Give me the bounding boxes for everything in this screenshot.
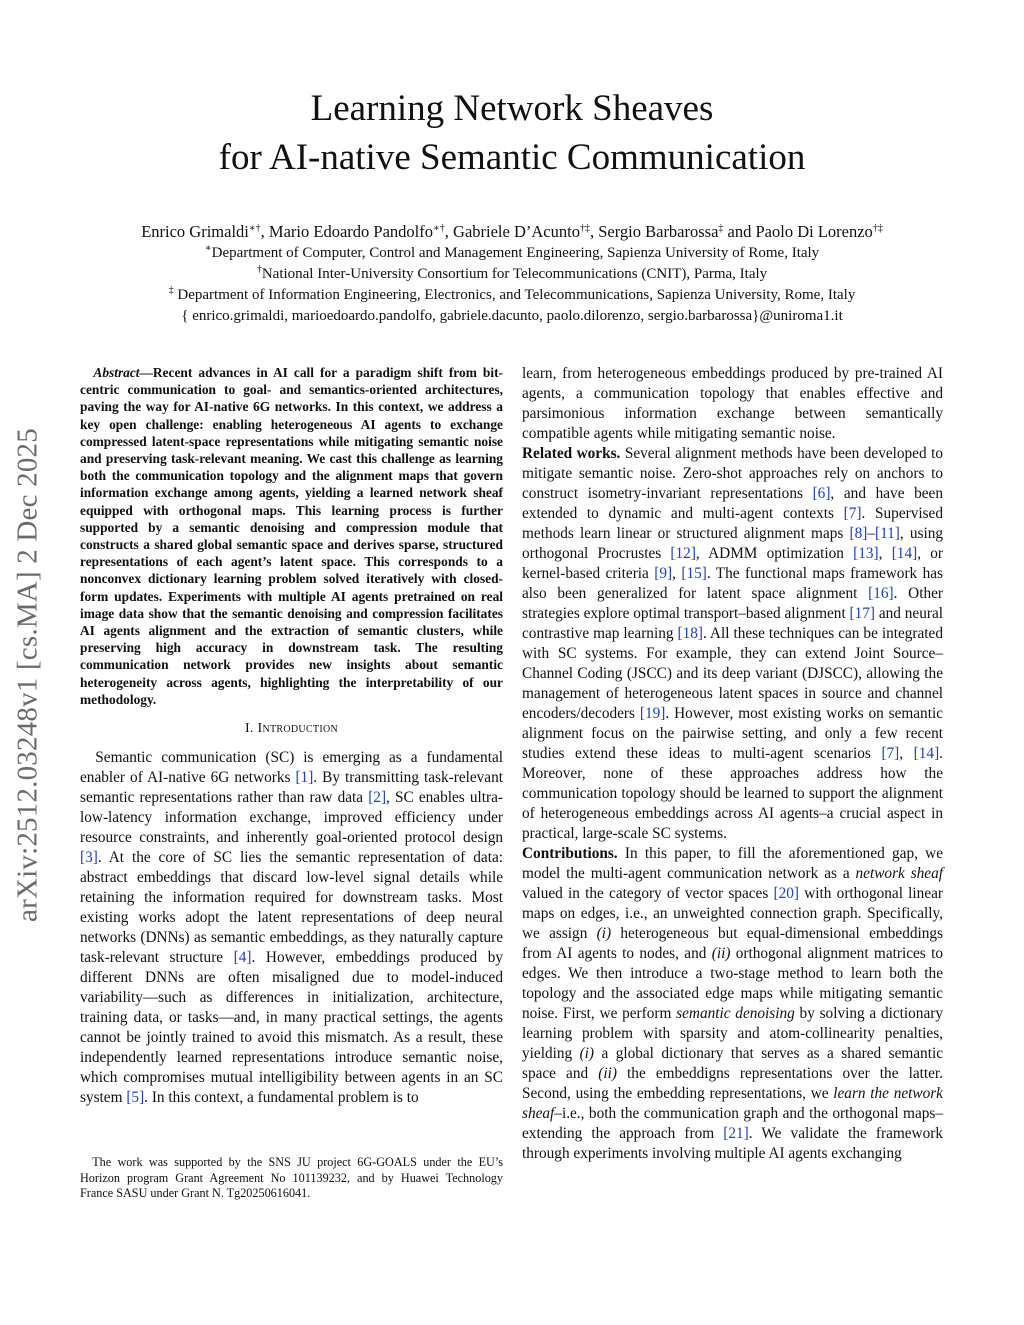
author-emails: { enrico.grimaldi, marioedoardo.pandolfo, gabriele.dacunto, paolo.dilorenzo, sergio.barbarossa}@uniroma1.it xyxy=(181,308,843,324)
citation-link[interactable]: [21] xyxy=(723,1125,749,1142)
citation-link[interactable]: [14] xyxy=(913,745,940,762)
abstract xyxy=(80,364,503,708)
text-run: , or kernel-based criteria xyxy=(522,545,943,582)
citation-link[interactable]: [19] xyxy=(639,705,666,722)
section-numeral: I. xyxy=(244,721,258,737)
text-run: with orthogonal linear maps on edges, i.e., an unweighted connection graph. Specifically, we assign xyxy=(522,885,943,942)
arxiv-stamp xyxy=(2,380,54,970)
text-run: , using orthogonal Procrustes xyxy=(522,525,944,562)
author-name: and Paolo Di Lorenzo xyxy=(723,222,873,241)
author-name: Enrico Grimaldi xyxy=(141,222,249,241)
citation-link[interactable]: [12] xyxy=(670,545,696,562)
section-title: Introduction xyxy=(257,721,339,737)
citation-link[interactable]: [6] xyxy=(812,485,831,502)
citation-link[interactable]: [11] xyxy=(874,525,900,542)
text-run: . Other strategies explore optimal transport–based alignment xyxy=(522,585,943,622)
emphasis: semantic denoising xyxy=(676,1005,795,1022)
citation-link[interactable]: [17] xyxy=(849,605,876,622)
text-run: . However, most existing works on semantic alignment focus on the pairwise setting, and only a few recent studies extend these ideas to multi-agent scenarios xyxy=(522,705,943,762)
text-run: . However, embeddings produced by different DNNs are often misaligned due to model-induced variability—such as differences in initialization, architecture, training data, or tasks—and, in many practical settings, the agents cannot be jointly trained to avoid this mismatch. As a result, these independently learned representations introduce semantic noise, which compromises mutual intelligibility between agents in an SC system xyxy=(80,949,503,1107)
citation-link[interactable]: [1] xyxy=(295,769,314,787)
text-run: . Moreover, none of these approaches address how the communication topology should be learned to support the alignment of heterogeneous embeddings across AI agents–a crucial aspect in practical, large-scale SC systems. xyxy=(522,745,943,842)
abstract-text: —Recent advances in AI call for a paradigm shift from bit-centric communication to goal- and semantics-oriented architectures, paving the way for AI-native 6G networks. In this context, we address a key open challenge: enabling heterogeneous AI agents to exchange compressed latent-space representations while mitigating semantic noise and preserving task-relevant meaning. We cast this challenge as learning both the communication topology and the alignment maps that govern information exchange among agents, yielding a learned network sheaf equipped with orthogonal maps. This learning process is further supported by a semantic denoising and compression module that constructs a shared global semantic space and derives sparse, structured representations of each agent’s latent space. This corresponds to a nonconvex dictionary learning problem solved iteratively with closed-form updates. Experiments with multiple AI agents pretrained on real image data show that the semantic denoising and compression facilitates AI agents alignment and the extraction of semantic clusters, while preserving high accuracy in downstream task. The resulting communication network provides new insights about semantic heterogeneity across agents, highlighting the interpretability of our methodology. xyxy=(80,365,503,707)
text-run: , xyxy=(878,545,892,562)
text-run: . Supervised methods learn linear or structured alignment maps xyxy=(522,505,943,542)
text-run: the embeddigns representations over the latter. Second, using the embedding representations, we xyxy=(522,1065,943,1102)
citation-link[interactable]: [7] xyxy=(843,505,862,522)
affiliation-text: Department of Computer, Control and Management Engineering, Sapienza University of Rome, Italy xyxy=(211,245,820,261)
affiliation-3 xyxy=(60,285,964,306)
author-list xyxy=(60,221,964,243)
text-run: , and have been extended to dynamic and multi-agent contexts xyxy=(522,485,943,522)
emphasis: network sheaf xyxy=(855,865,943,882)
text-run: orthogonal alignment matrices to edges. We then introduce a two-stage method to learn both the topology and the associated edge maps while mitigating semantic noise. First, we perform xyxy=(522,945,943,1022)
intro-continuation: learn, from heterogeneous embeddings produced by pre-trained AI agents, a communication topology that enables effective and parsimonious information exchange between semantically compatible agents while mitigating semantic noise. xyxy=(522,365,943,442)
citation-link[interactable]: [14] xyxy=(891,545,918,562)
text-run: by solving a dictionary learning problem with sparsity and atom-collinearity penalties, yielding xyxy=(522,1005,943,1062)
contributions-paragraph xyxy=(522,844,943,1164)
citation-link[interactable]: [16] xyxy=(868,585,894,602)
related-works-paragraph xyxy=(522,444,943,844)
paper-title xyxy=(0,84,1024,182)
citation-link[interactable]: [15] xyxy=(681,565,707,582)
title-line-1: Learning Network Sheaves xyxy=(310,88,714,129)
text-run: a global dictionary that serves as a shared semantic space and xyxy=(522,1045,943,1082)
title-line-2: for AI-native Semantic Communication xyxy=(218,137,806,178)
abstract-label: Abstract xyxy=(93,365,140,380)
section-heading-introduction xyxy=(80,720,503,738)
citation-link[interactable]: [13] xyxy=(853,545,879,562)
citation-link[interactable]: [7] xyxy=(881,745,900,762)
text-run: –i.e., both the communication graph and the orthogonal maps–extending the approach from xyxy=(522,1105,943,1142)
citation-link[interactable]: [3] xyxy=(80,849,98,867)
right-column xyxy=(522,364,943,1164)
author-name: , Gabriele D’Acunto xyxy=(444,222,580,241)
author-block xyxy=(60,221,964,327)
citation-link[interactable]: [8] xyxy=(849,525,868,542)
run-in-heading: Contributions. xyxy=(522,845,618,862)
text-run: , xyxy=(899,745,914,762)
affiliation-text: National Inter-University Consortium for Telecommunications (CNIT), Parma, Italy xyxy=(261,266,768,282)
affiliation-mark: ∗ xyxy=(204,243,212,254)
arxiv-identifier: arXiv:2512.03248v1 [cs.MA] 2 Dec 2025 xyxy=(11,428,44,922)
text-run: . In this context, a fundamental problem is to xyxy=(144,1089,419,1107)
author-affiliation-mark: †‡ xyxy=(579,223,590,234)
emphasis: (ii) xyxy=(598,1065,617,1082)
author-affiliation-mark: ∗† xyxy=(432,223,445,234)
text-run: . At the core of SC lies the semantic representation of data: abstract embeddings that discard low-level signal details while retaining the information required for downstream tasks. Most existing works adopt the latent representations of deep neural networks (DNNs) as semantic embeddings, as they naturally capture task-relevant structure xyxy=(80,849,503,967)
citation-link[interactable]: [4] xyxy=(233,949,252,967)
text-run: Several alignment methods have been developed to mitigate semantic noise. Zero-shot approaches rely on anchors to construct isometry-invariant representations xyxy=(522,445,943,502)
text-run: . The functional maps framework has also been generalized for latent space alignment xyxy=(522,565,943,602)
text-run: . By transmitting task-relevant semantic representations rather than raw data xyxy=(80,769,503,807)
citation-link[interactable]: [18] xyxy=(677,625,703,642)
affiliation-2 xyxy=(60,264,964,285)
text-run: , xyxy=(672,565,682,582)
citation-link[interactable]: [2] xyxy=(368,789,387,807)
text-run: valued in the category of vector spaces xyxy=(522,885,774,902)
text-run: Semantic communication (SC) is emerging as a fundamental enabler of AI-native 6G networks xyxy=(80,749,503,787)
text-run: , SC enables ultra-low-latency information exchange, improved efficiency under resource constraints, and inherently goal-oriented protocol design xyxy=(80,789,503,847)
affiliation-mark: ‡ xyxy=(168,285,174,296)
text-run: – xyxy=(867,525,875,542)
text-run: , ADMM optimization xyxy=(695,545,854,562)
affiliation-1 xyxy=(60,243,964,264)
affiliation-text: Department of Information Engineering, Electronics, and Telecommunications, Sapienza University, Rome, Italy xyxy=(173,287,856,303)
text-run: and neural contrastive map learning xyxy=(522,605,943,642)
author-name: , Sergio Barbarossa xyxy=(589,222,719,241)
intro-paragraph xyxy=(80,748,503,1108)
text-run: . All these techniques can be integrated with SC systems. For example, they can extend Joint Source–Channel Coding (JSCC) and its deep variant (DJSCC), allowing the management of heterogeneous latent spaces in source and channel encoders/decoders xyxy=(522,625,943,722)
citation-link[interactable]: [20] xyxy=(773,885,800,902)
text-run: heterogeneous but equal-dimensional embeddings from AI agents to nodes, and xyxy=(522,925,944,962)
left-column xyxy=(80,364,503,1108)
author-affiliation-mark: †‡ xyxy=(872,223,883,234)
author-name: , Mario Edoardo Pandolfo xyxy=(260,222,433,241)
emphasis: (ii) xyxy=(711,945,731,962)
text-run: . We validate the framework through experiments involving multiple AI agents exchanging xyxy=(522,1125,943,1162)
citation-link[interactable]: [9] xyxy=(654,565,673,582)
author-affiliation-mark: ∗† xyxy=(248,223,261,234)
author-affiliation-mark: ‡ xyxy=(718,223,724,234)
text-run: In this paper, to fill the aforementioned gap, we model the multi-agent communication network as a xyxy=(522,845,943,882)
funding-footnote: The work was supported by the SNS JU project 6G-GOALS under the EU’s Horizon program Grant Agreement No 101139232, and by Huawei Technology France SASU under Grant N. Tg20250616041. xyxy=(80,1155,503,1200)
run-in-heading: Related works. xyxy=(522,445,621,462)
citation-link[interactable]: [5] xyxy=(126,1089,145,1107)
emphasis: (i) xyxy=(596,925,612,942)
emphasis: learn the network sheaf xyxy=(522,1085,943,1122)
emphasis: (i) xyxy=(579,1045,595,1062)
affiliation-mark: † xyxy=(256,264,262,275)
